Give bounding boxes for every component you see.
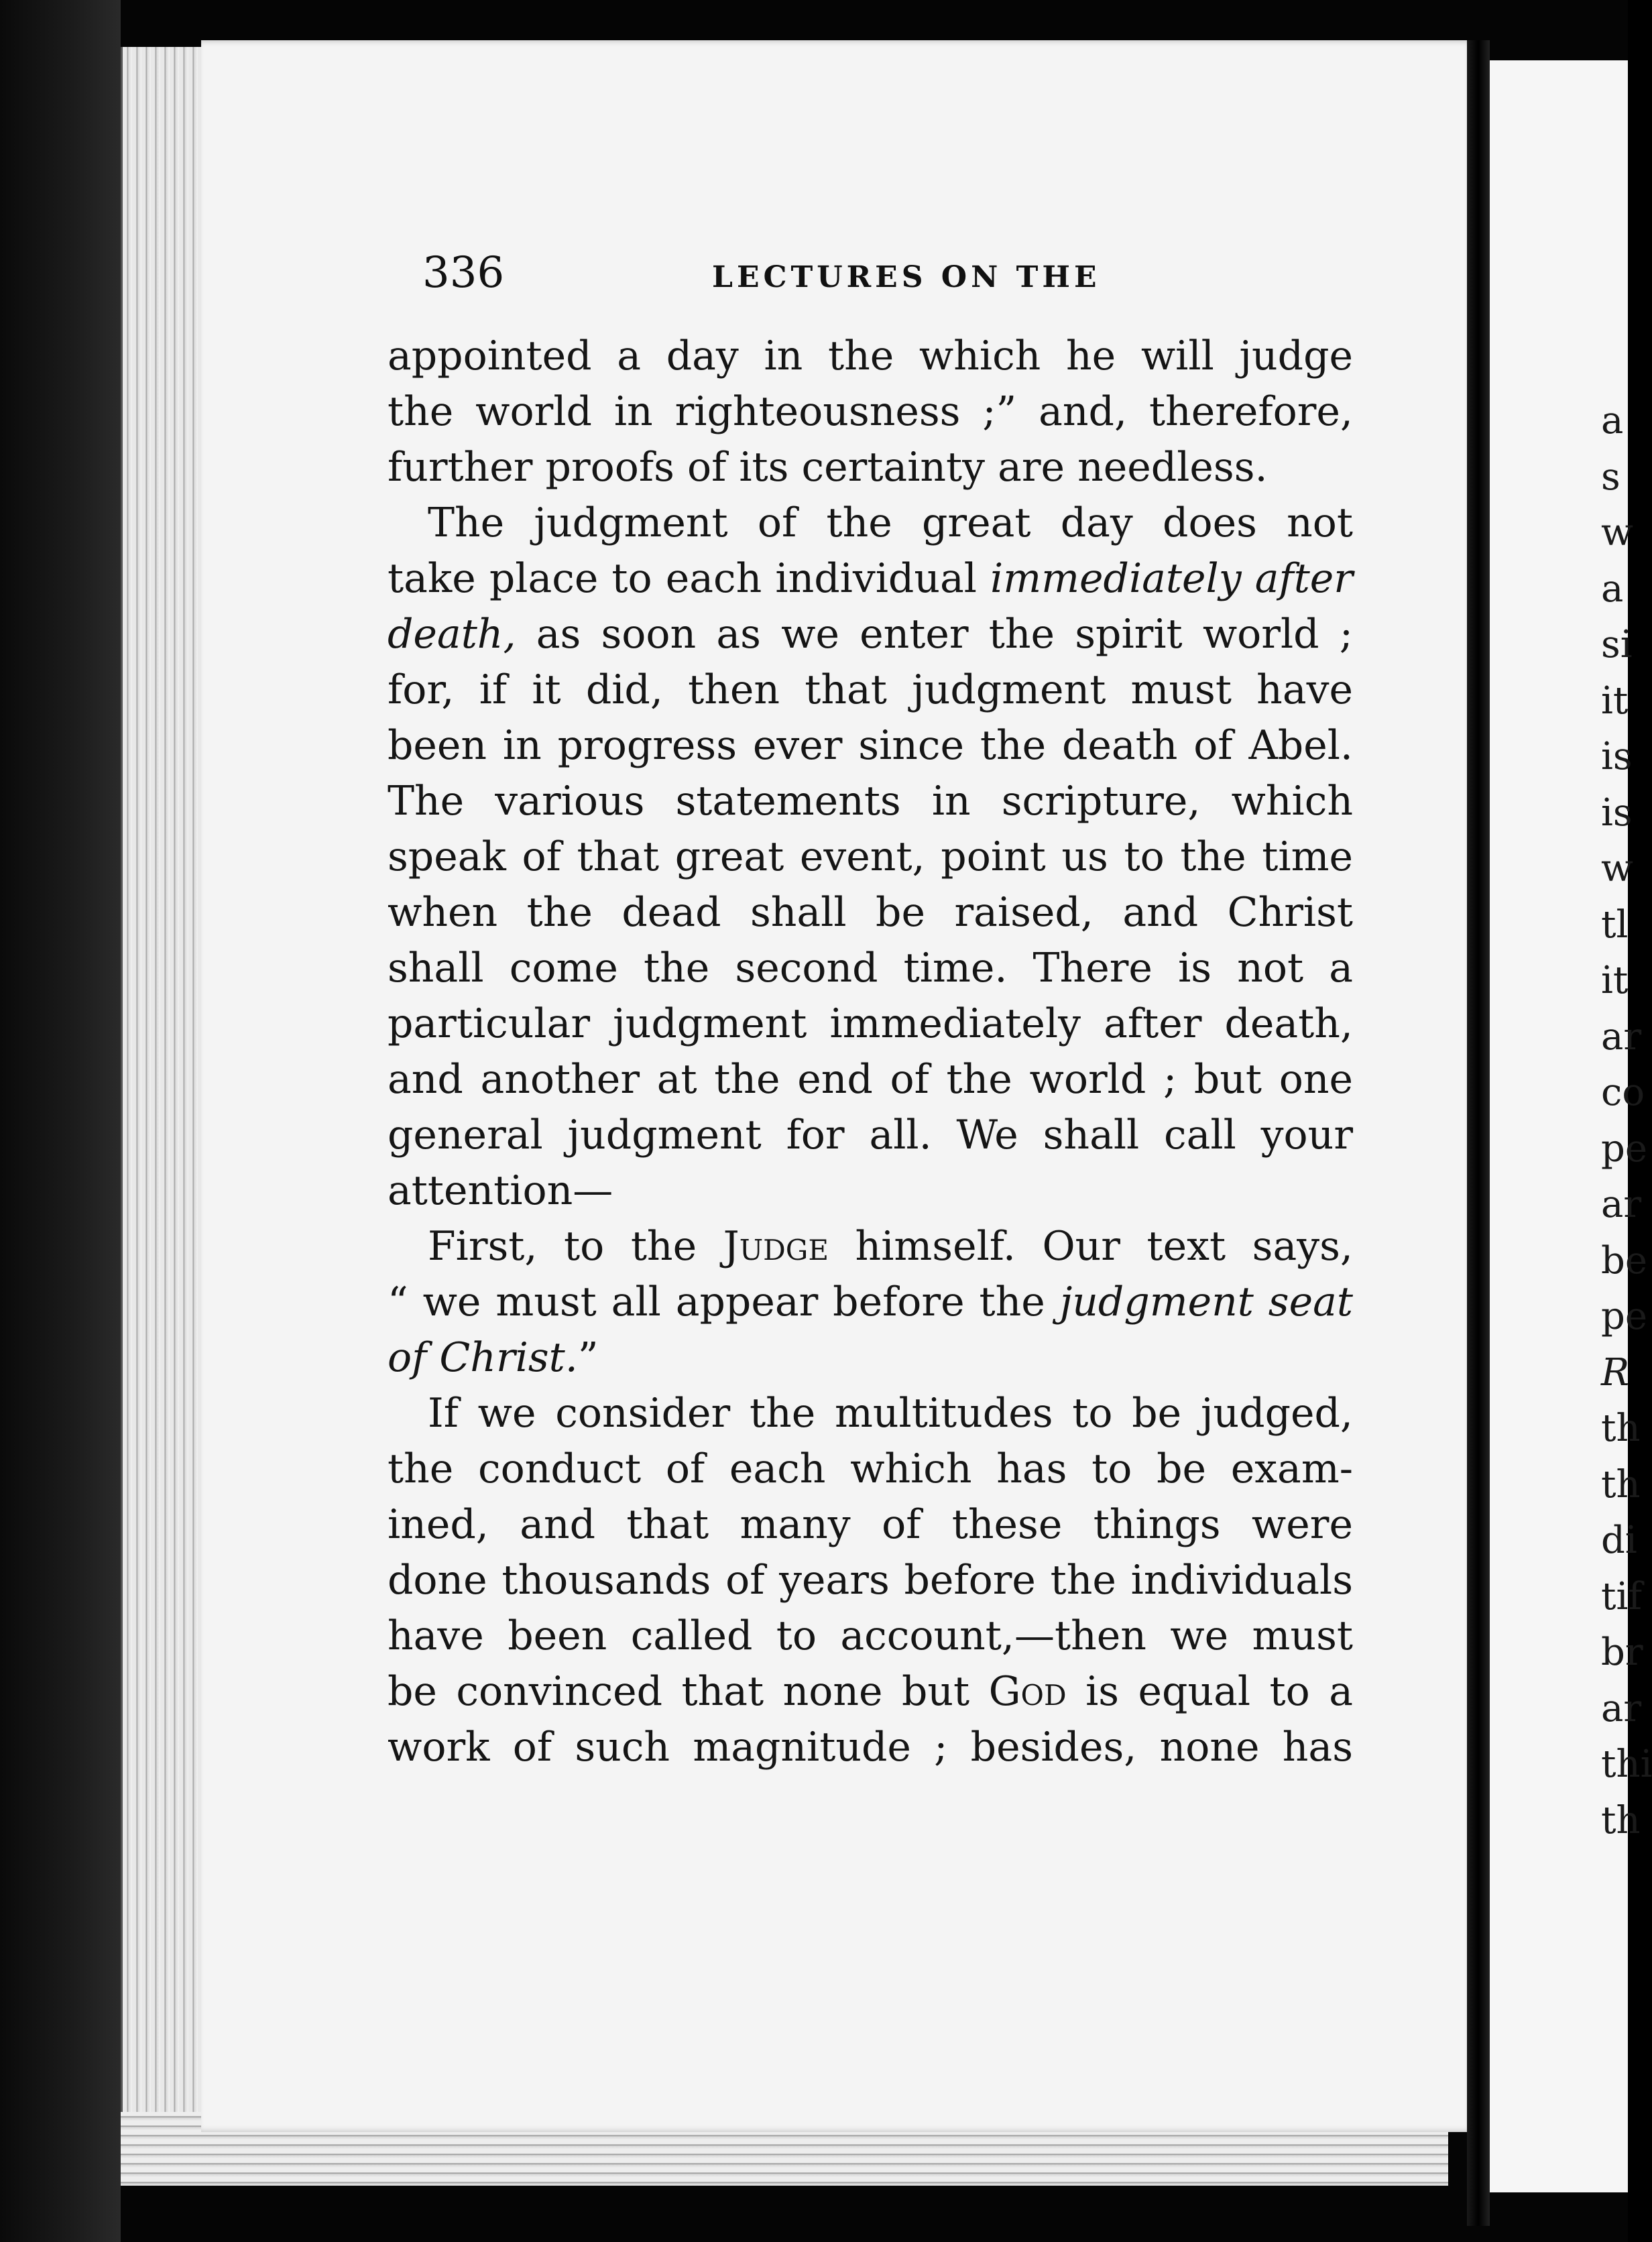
body-text [388,329,1353,1775]
facing-line-fragment: R [1601,1350,1630,1395]
facing-line-fragment: s [1601,455,1620,499]
page-edges-left [121,47,203,2172]
text-line: The various statements in scripture, which [388,778,1353,825]
text-line: “ we must all appear before the judgment seat [388,1279,1353,1325]
facing-line-fragment: be [1601,1238,1647,1283]
text-line: further proofs of its certainty are needless. [388,444,1268,491]
text-line: been in progress ever since the death of Abel. [388,722,1353,769]
text-line: and another at the end of the world ; but one [388,1056,1353,1103]
text-line: If we consider the multitudes to be judged, [428,1390,1353,1437]
text-line: take place to each individual immediately after [388,555,1353,602]
text-line: of Christ.” [388,1334,599,1381]
facing-line-fragment: is [1601,790,1633,835]
facing-line-fragment: is [1601,735,1633,778]
text-line: have been called to account,—then we must [388,1612,1353,1659]
facing-line-fragment: di [1601,1519,1637,1562]
text-line: particular judgment immediately after death, [388,1000,1353,1047]
facing-line-fragment: ar [1601,1183,1642,1226]
text-line: death, as soon as we enter the spirit world ; [388,611,1353,658]
facing-line-fragment: ar [1601,1686,1642,1730]
text-line: The judgment of the great day does not [428,499,1353,546]
page-header [422,248,1106,302]
book-binding [0,0,121,2242]
text-line: speak of that great event, point us to the time [388,833,1353,880]
running-head: LECTURES ON THE [712,260,1101,294]
facing-line-fragment: th [1601,1798,1641,1842]
text-line: First, to the Judge himself. Our text says, [428,1223,1353,1270]
text-line: for, if it did, then that judgment must have [388,666,1353,713]
facing-line-fragment: tif [1601,1574,1643,1618]
facing-page [1490,60,1628,2192]
text-line: the world in righteousness ;” and, therefore, [388,388,1353,435]
facing-line-fragment: th [1601,1407,1641,1450]
facing-line-fragment: it [1601,959,1629,1002]
text-line: work of such magnitude ; besides, none has [388,1724,1353,1771]
facing-line-fragment: ar [1601,1014,1642,1059]
facing-line-fragment: a [1601,399,1624,442]
facing-line-fragment: th [1601,1462,1641,1507]
facing-line-fragment: w [1601,511,1633,554]
facing-line-fragment: si [1601,623,1633,666]
page-number: 336 [422,248,505,298]
text-line: be convinced that none but God is equal to a [388,1668,1354,1715]
facing-line-fragment: thi [1601,1743,1652,1786]
facing-line-fragment: w [1601,847,1633,890]
facing-line-fragment: br [1601,1631,1643,1674]
text-line: ined, and that many of these things were [388,1501,1353,1548]
facing-line-fragment: a [1601,567,1624,611]
facing-line-fragment: it [1601,678,1629,723]
facing-line-fragment: pe [1601,1295,1647,1338]
text-line: when the dead shall be raised, and Christ [388,889,1353,936]
book-gutter [1467,40,1490,2226]
text-line: appointed a day in the which he will judge [388,333,1353,379]
facing-line-fragment: pe [1601,1126,1647,1171]
text-line: done thousands of years before the individuals [388,1557,1353,1604]
text-line: general judgment for all. We shall call your [388,1112,1353,1159]
text-line: shall come the second time. There is not a [388,945,1353,992]
facing-line-fragment: tl [1601,902,1629,947]
text-line: the conduct of each which has to be exam- [388,1446,1353,1492]
text-line: attention— [388,1167,613,1214]
facing-line-fragment: co [1601,1071,1645,1114]
